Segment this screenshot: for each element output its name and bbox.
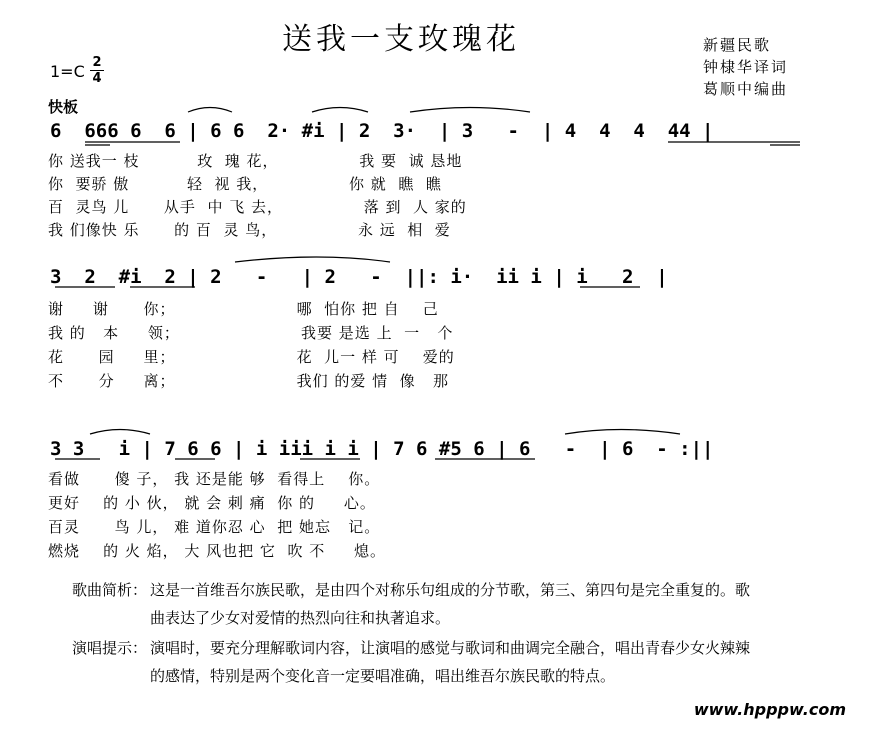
system-2-lyric-4: 不 分 离； 我们 的爱 情 像 那	[48, 372, 449, 390]
system-1-notes: 6 666 6 6 | 6 6 2· #i | 2 3· | 3 - | 4 4 4 44 |	[50, 120, 714, 142]
tips-text-2: 的感情，特别是两个变化音一定要唱准确，唱出维吾尔族民歌的特点。	[150, 667, 616, 685]
watermark: www.hpppw.com	[693, 700, 846, 719]
system-3-notes: 3 3 i | 7 6 6 | i iii i i | 7 6 #5 6 | 6 - | 6 - :||	[50, 438, 714, 460]
system-3-lyric-2: 更好 的 小 伙， 就 会 刺 痛 你 的 心。	[48, 494, 376, 512]
song-title: 送我一支玫瑰花	[282, 22, 520, 57]
tips-text-1: 演唱时，要充分理解歌词内容，让演唱的感觉与歌词和曲调完全融合，唱出青春少女火辣辣	[150, 639, 751, 657]
system-2-lyric-3: 花 园 里； 花 儿一 样 可 爱的	[48, 348, 455, 366]
system-2-lyric-2: 我 的 本 领； 我要 是选 上 一 个	[48, 324, 454, 342]
tempo-marking: 快板	[48, 98, 79, 116]
time-signature-top: 2	[92, 55, 102, 70]
time-signature-bottom: 4	[92, 71, 102, 86]
system-1-lyric-2: 你 要骄 傲 轻 视 我， 你 就 瞧 瞧	[48, 175, 442, 193]
analysis-text-1: 这是一首维吾尔族民歌，是由四个对称乐句组成的分节歌，第三、第四句是完全重复的。歌	[150, 581, 751, 599]
system-1-lyric-3: 百 灵鸟 儿 从手 中 飞 去， 落 到 人 家的	[48, 198, 467, 216]
tie-arc	[312, 108, 368, 113]
key-signature: 1=C	[50, 62, 85, 81]
tie-arc	[410, 108, 530, 113]
tie-arc	[565, 430, 680, 435]
tie-arc	[90, 430, 150, 435]
credit-origin: 新疆民歌	[703, 36, 772, 54]
tie-arc	[235, 257, 390, 262]
system-3-lyric-1: 看做 傻 子， 我 还是能 够 看得上 你。	[48, 470, 381, 488]
system-1-lyric-4: 我 们像快 乐 的 百 灵 鸟， 永 远 相 爱	[48, 221, 451, 239]
system-2-notes: 3 2 #i 2 | 2 - | 2 - ||: i· ii i | i 2 |	[50, 266, 668, 288]
system-1-lyric-1: 你 送我一 枝 玫 瑰 花， 我 要 诚 恳地	[48, 152, 463, 170]
tie-arc	[188, 108, 232, 113]
system-3-lyric-3: 百灵 鸟 儿， 难 道你忍 心 把 她忘 记。	[48, 518, 381, 536]
analysis-text-2: 曲表达了少女对爱情的热烈向往和执著追求。	[150, 609, 451, 627]
system-2-lyric-1: 谢 谢 你； 哪 怕你 把 自 己	[48, 300, 439, 318]
tips-label: 演唱提示：	[72, 639, 148, 657]
analysis-label: 歌曲简析：	[72, 581, 148, 599]
credit-lyricist: 钟棣华译词	[703, 58, 789, 76]
system-3-lyric-4: 燃烧 的 火 焰， 大 风也把 它 吹 不 熄。	[48, 542, 387, 560]
credit-arranger: 葛顺中编曲	[703, 80, 789, 98]
